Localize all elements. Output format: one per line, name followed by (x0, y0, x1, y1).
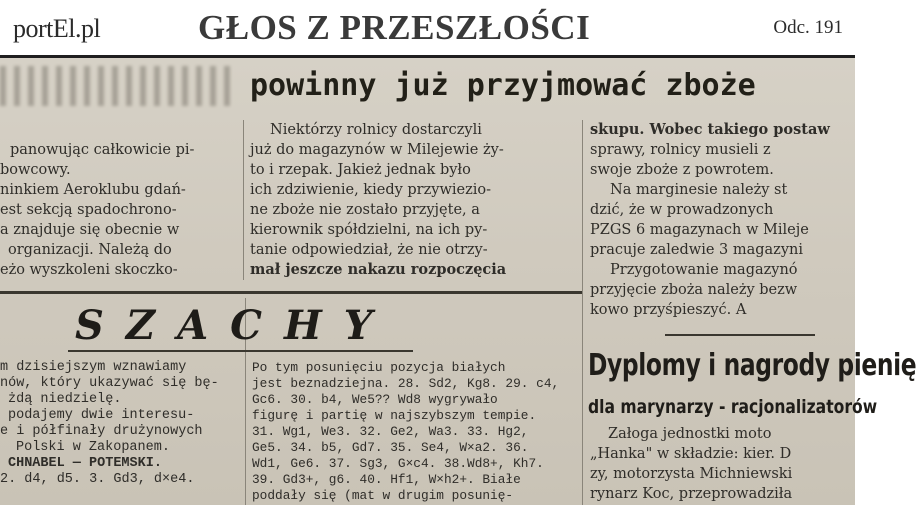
col3-bottom-text (590, 424, 792, 504)
text-line: poddały się (mat w drugim posunię- (252, 488, 514, 503)
text-line: ne zboże nie zostało przyjęte, a (250, 202, 480, 218)
column-divider (582, 120, 583, 505)
site-logo[interactable] (13, 14, 100, 44)
text-line: Na marginesie należy st (610, 182, 788, 198)
col1-top-text (0, 140, 194, 280)
text-line: dzić, że w prowadzonych (590, 202, 774, 218)
text-line: rynarz Koc, przeprowadziła (590, 486, 793, 502)
text-line: figurę i partię w najszybszym tempie. (252, 408, 537, 423)
newspaper-clipping (0, 58, 916, 505)
text-line: kierownik spółdzielni, na ich py- (250, 222, 488, 238)
text-line: Gc6. 30. b4, We5?? Wd8 wygrywało (252, 392, 498, 407)
text-line: eżo wyszkoleni skoczko- (0, 262, 178, 278)
awards-subheadline: dla marynarzy - racjonalizatorów (588, 396, 878, 418)
title-underline (68, 350, 413, 352)
page-header (0, 0, 855, 58)
text-line: kowo przyśpieszyć. A (590, 302, 747, 318)
text-line: ich zdziwienie, kiedy przywiezio- (250, 182, 491, 198)
text-line: Polski w Zakopanem. (16, 440, 170, 455)
text-line: „Hanka" w składzie: kier. D (590, 446, 792, 462)
text-line: 31. Wg1, We3. 32. Ge2, Wa3. 33. Hg2, (252, 424, 529, 439)
text-line: ninkiem Aeroklubu gdań- (0, 182, 186, 198)
col2-top-text (250, 120, 506, 280)
text-line: tanie odpowiedział, że nie otrzy- (250, 242, 488, 258)
photo-fragment (0, 66, 235, 106)
text-line: to i rzepak. Jakież jednak było (250, 162, 471, 178)
text-line: e i półfinały drużynowych (0, 424, 203, 439)
awards-headline: Dyplomy i nagrody pienię (588, 348, 916, 383)
text-line: m dzisiejszym wznawiamy (0, 360, 187, 375)
text-line: mał jeszcze nakazu rozpoczęcia (250, 261, 507, 278)
episode-number: Odc. 191 (773, 17, 843, 38)
text-line: 39. Gd3+, g6. 40. Hf1, W×h2+. Białe (252, 472, 521, 487)
column-divider (243, 120, 244, 280)
text-line: Przygotowanie magazynó (610, 262, 798, 278)
text-line: 2. d4, d5. 3. Gd3, d×e4. (0, 472, 195, 487)
page-title: GŁOS Z PRZESZŁOŚCI (198, 8, 591, 47)
text-line: swoje zboże z powrotem. (590, 162, 774, 178)
text-line: CHNABEL — POTEMSKI. (8, 456, 162, 471)
col3-top-text (590, 120, 830, 320)
text-line: bowcowy. (0, 162, 71, 178)
text-line: panowując całkowicie pi- (10, 142, 195, 158)
top-headline: powinny już przyjmować zboże (250, 68, 756, 103)
text-line: a znajduje się obecnie w (0, 222, 180, 238)
text-line: PZGS 6 magazynach w Mileje (590, 222, 809, 238)
text-line: organizacji. Należą do (8, 242, 172, 258)
chess-col2-text (252, 360, 559, 504)
text-line: przyjęcie zboża należy bezw (590, 282, 798, 298)
text-line: pracuje zaledwie 3 magazyni (590, 242, 803, 258)
section-rule (665, 334, 815, 336)
chess-col1-text (0, 360, 219, 488)
text-line: skupu. Wobec takiego postaw (590, 121, 830, 138)
text-line: sprawy, rolnicy musieli z (590, 142, 771, 158)
text-line: już do magazynów w Milejewie ży- (250, 142, 504, 158)
section-rule (0, 291, 582, 294)
text-line: est sekcją spadochrono- (0, 202, 177, 218)
text-line: jest beznadziejna. 28. Sd2, Kg8. 29. c4, (252, 376, 560, 391)
text-line: Niektórzy rolnicy dostarczyli (270, 122, 482, 138)
logo-text: portEl.pl (13, 14, 101, 43)
text-line: żdą niedzielę. (8, 392, 122, 407)
text-line: Ge5. 34. b5, Gd7. 35. Se4, W×a2. 36. (252, 440, 529, 455)
text-line: Załoga jednostki moto (608, 426, 772, 442)
text-line: podajemy dwie interesu- (8, 408, 195, 423)
text-line: Wd1, Ge6. 37. Sg3, G×c4. 38.Wd8+, Kh7. (252, 456, 544, 471)
text-line: Po tym posunięciu pozycja białych (252, 360, 506, 375)
chess-section-title: SZACHY (75, 302, 395, 349)
text-line: nów, który ukazywać się bę- (0, 376, 219, 391)
text-line: zy, motorzysta Michniewski (590, 466, 793, 482)
